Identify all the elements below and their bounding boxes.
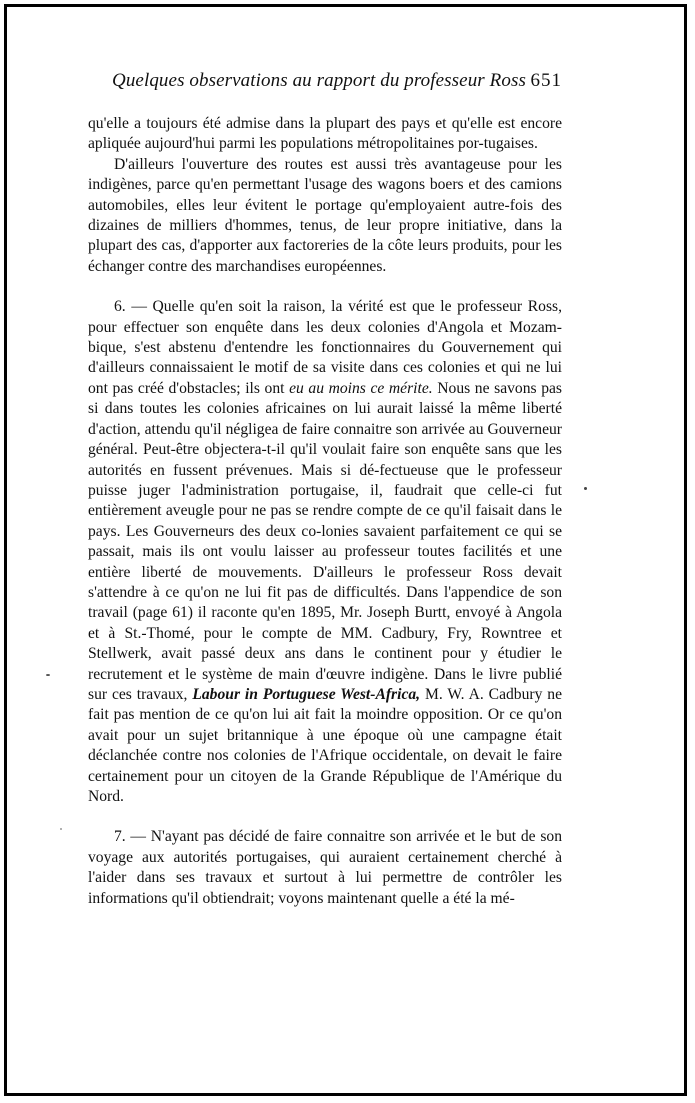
italic-phrase: eu au moins ce mérite.: [289, 379, 433, 397]
text-run: 6. — Quelle qu'en soit la raison, la vérité est que le professeur Ross, pour effectuer son enquête dans les deux colonies d'Angola et Mozam-bique, s'est abstenu d'entendre les fonctionnaires du Gouvernement qui d'ailleurs connaissaient le motif de sa visite dans ces colonies et qui ne lui ont pas créé d'obstacles; ils ont: [88, 298, 562, 397]
text-run: D'ailleurs l'ouverture des routes est aussi très avantageuse pour les indigènes, parce qu'en permettant l'usage des wagons boers et des camions automobiles, elles leur évitent le portage qu'employaient autre-fois des dizaines de milliers d'hommes, tenus, de leur propre initiative, dans la plupart des cas, d'apporter aux factoreries de la côte leurs produits, pour les échanger contre des marchandises européennes.: [88, 155, 562, 275]
paragraph-routes: [88, 155, 562, 277]
running-head: [112, 70, 562, 106]
ink-speck: [584, 487, 587, 490]
ink-speck: [60, 828, 62, 830]
book-title: Labour in Portuguese West-Africa,: [192, 685, 421, 703]
paragraph-section-6: [88, 297, 562, 807]
text-run: M. W. A. Cadbury ne fait pas mention de ce qu'on lui ait fait la moindre opposition. Or ce qu'on avait pour un sujet britannique à une époque où une campagne était déclanchée contre nos colonies de l'Afrique occidentale, on devait le faire certainement pour un citoyen de la Grande République de l'Amérique du Nord.: [88, 685, 562, 805]
paragraph-section-7: [88, 827, 562, 909]
page-content: [88, 70, 562, 909]
text-run: Nous ne savons pas si dans toutes les colonies africaines on lui aurait laissé la même liberté d'action, attendu qu'il négligea de faire connaitre son arrivée au Gouverneur général. Peut-être objectera-t-il qu'il voulait faire son enquête sans que les autorités en fussent prévenues. Mais si dé-fectueuse que le professeur puisse juger l'administration portugaise, il, faudrait que celle-ci fut entièrement aveugle pour ne pas se rendre compte de ce qu'il faisait dans le pays. Les Gouverneurs des deux co-lonies savaient parfaitement ce qui se passait, mais ils ont voulu laisser au professeur toutes facilités et une entière liberté de mouvements. D'ailleurs le professeur Ross devait s'attendre à ce qu'on ne lui fit pas de difficultés. Dans l'appendice de son travail (page 61) il raconte qu'en 1895, Mr. Joseph Burtt, envoyé à Angola et à St.-Thomé, pour le compte de MM. Cadbury, Fry, Rowntree et Stellwerk, avait passé deux ans dans le continent pour y étudier le recrutement et le système de main d'œuvre indigène. Dans le livre publié sur ces travaux,: [88, 379, 562, 703]
text-run: qu'elle a toujours été admise dans la plupart des pays et qu'elle est encore apliquée aujourd'hui parmi les populations métropolitaines por-tugaises.: [88, 115, 562, 153]
text-run: 7. — N'ayant pas décidé de faire connaitre son arrivée et le but de son voyage aux autorités portugaises, qui auraient certainement cherché à l'aider dans ses travaux et surtout à lui permettre de contrôler les informations qu'il obtiendrait; voyons maintenant quelle a été la mé-: [88, 828, 562, 907]
running-title: Quelques observations au rapport du professeur Ross: [112, 70, 526, 91]
paragraph-continuation: [88, 114, 562, 155]
page-number: 651: [530, 70, 562, 91]
ink-mark: [46, 674, 50, 676]
